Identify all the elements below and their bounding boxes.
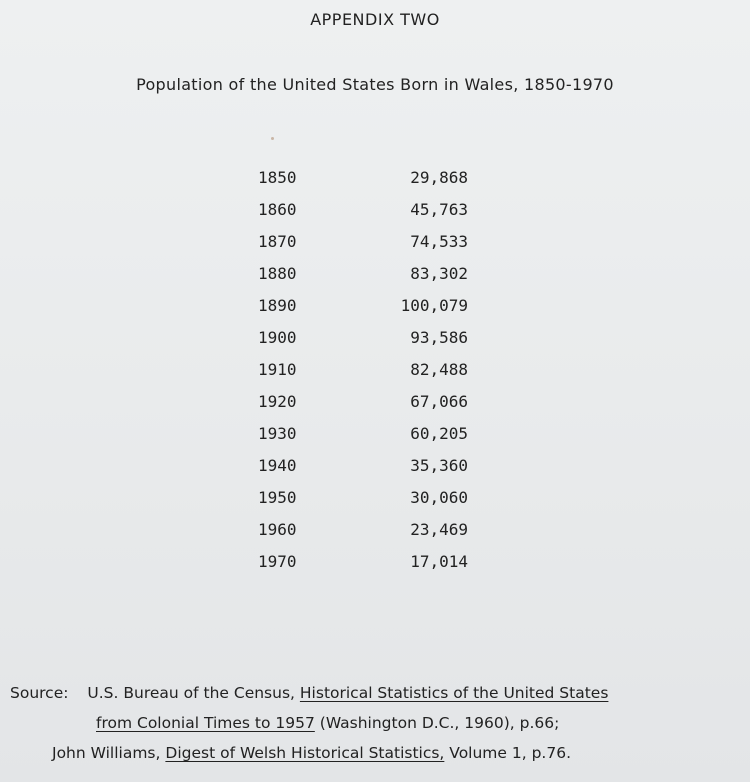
year-cell: 1870	[258, 232, 297, 251]
table-row	[240, 520, 500, 552]
source-title-part-2: from Colonial Times to 1957	[96, 714, 315, 732]
paper-speck	[271, 137, 274, 140]
table-row	[240, 168, 500, 200]
population-cell: 74,533	[410, 232, 468, 251]
population-cell: 82,488	[410, 360, 468, 379]
population-cell: 67,066	[410, 392, 468, 411]
population-cell: 83,302	[410, 264, 468, 283]
source-publisher: U.S. Bureau of the Census,	[87, 684, 295, 702]
table-row	[240, 424, 500, 456]
year-cell: 1950	[258, 488, 297, 507]
year-cell: 1910	[258, 360, 297, 379]
year-cell: 1890	[258, 296, 297, 315]
source-volume-info: Volume 1, p.76.	[449, 744, 572, 762]
source-line-3	[52, 738, 571, 768]
year-cell: 1920	[258, 392, 297, 411]
source-label: Source:	[10, 684, 69, 702]
appendix-heading: APPENDIX TWO	[310, 10, 440, 29]
population-cell: 100,079	[400, 296, 468, 315]
year-cell: 1860	[258, 200, 297, 219]
table-title: Population of the United States Born in Wales, 1850-1970	[136, 75, 614, 94]
year-cell: 1940	[258, 456, 297, 475]
population-cell: 30,060	[410, 488, 468, 507]
year-cell: 1930	[258, 424, 297, 443]
population-cell: 35,360	[410, 456, 468, 475]
source-publication-info: (Washington D.C., 1960), p.66;	[319, 714, 560, 732]
table-row	[240, 328, 500, 360]
year-cell: 1880	[258, 264, 297, 283]
table-row	[240, 488, 500, 520]
table-row	[240, 456, 500, 488]
population-cell: 60,205	[410, 424, 468, 443]
source-title-part-1: Historical Statistics of the United States	[299, 684, 609, 702]
table-row	[240, 232, 500, 264]
year-cell: 1960	[258, 520, 297, 539]
year-cell: 1900	[258, 328, 297, 347]
population-cell: 45,763	[410, 200, 468, 219]
table-row	[240, 392, 500, 424]
table-row	[240, 552, 500, 584]
population-table	[240, 168, 500, 584]
table-row	[240, 264, 500, 296]
source-title-welsh-digest: Digest of Welsh Historical Statistics,	[165, 744, 445, 762]
table-row	[240, 360, 500, 392]
year-cell: 1850	[258, 168, 297, 187]
table-row	[240, 200, 500, 232]
population-cell: 17,014	[410, 552, 468, 571]
source-line-1	[10, 678, 608, 708]
source-author: John Williams,	[52, 744, 161, 762]
table-row	[240, 296, 500, 328]
population-cell: 29,868	[410, 168, 468, 187]
population-cell: 93,586	[410, 328, 468, 347]
source-line-2	[96, 708, 559, 738]
year-cell: 1970	[258, 552, 297, 571]
population-cell: 23,469	[410, 520, 468, 539]
